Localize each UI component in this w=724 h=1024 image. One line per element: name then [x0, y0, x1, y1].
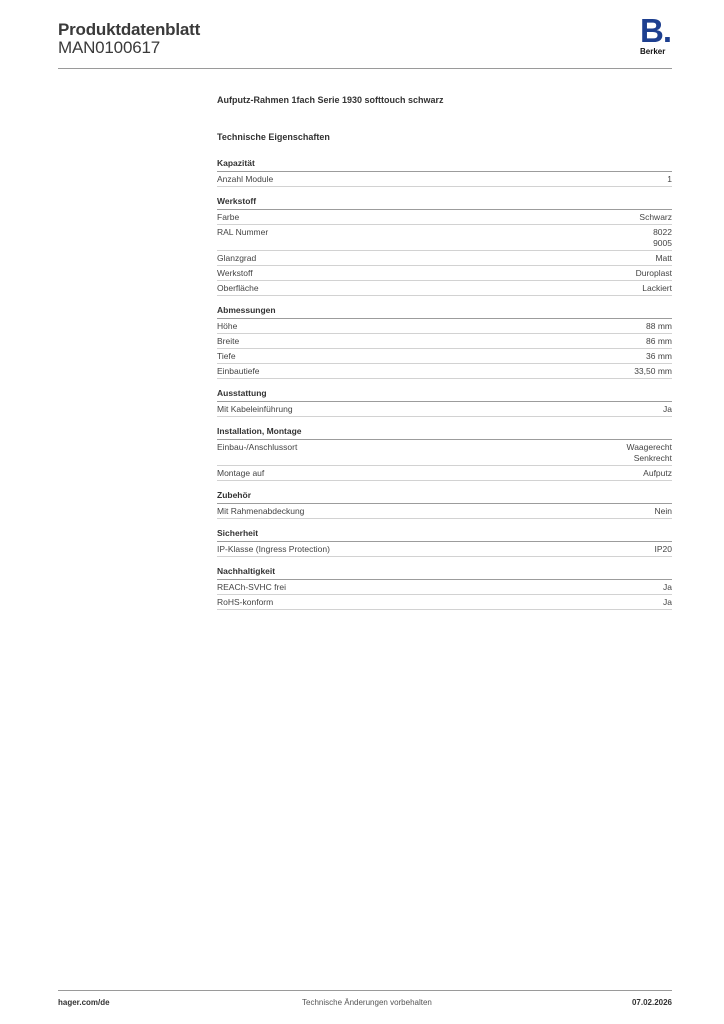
property-label: Anzahl Module	[217, 174, 274, 184]
property-row	[217, 225, 672, 251]
property-values	[643, 468, 672, 479]
property-label: Mit Kabeleinführung	[217, 404, 293, 414]
property-row	[217, 440, 672, 466]
property-value: Waagerecht	[626, 442, 672, 452]
property-label: Werkstoff	[217, 268, 253, 278]
property-label: Höhe	[217, 321, 238, 331]
footer-divider	[58, 990, 672, 991]
property-row	[217, 266, 672, 281]
property-label: RoHS-konform	[217, 597, 274, 607]
properties-sections	[217, 158, 672, 610]
property-row	[217, 504, 672, 519]
property-value: Aufputz	[643, 468, 672, 478]
property-value: Ja	[663, 404, 672, 414]
property-value: Lackiert	[642, 283, 672, 293]
property-value: Duroplast	[635, 268, 672, 278]
property-row	[217, 402, 672, 417]
property-row	[217, 319, 672, 334]
technical-properties-heading: Technische Eigenschaften	[217, 132, 330, 142]
property-label: Montage auf	[217, 468, 265, 478]
property-value: Ja	[663, 597, 672, 607]
property-values	[663, 597, 672, 608]
property-section	[217, 528, 672, 557]
property-values	[655, 253, 672, 264]
property-row	[217, 334, 672, 349]
logo-wordmark: Berker	[640, 47, 666, 56]
section-heading: Installation, Montage	[217, 426, 672, 440]
section-heading: Nachhaltigkeit	[217, 566, 672, 580]
property-label: Farbe	[217, 212, 240, 222]
property-section	[217, 426, 672, 481]
header-divider	[58, 68, 672, 69]
property-row	[217, 349, 672, 364]
section-heading: Abmessungen	[217, 305, 672, 319]
property-row	[217, 580, 672, 595]
property-value: Nein	[654, 506, 672, 516]
property-label: RAL Nummer	[217, 227, 269, 237]
property-value: IP20	[654, 544, 672, 554]
product-title: Aufputz-Rahmen 1fach Serie 1930 softtouch schwarz	[217, 95, 444, 105]
property-row	[217, 364, 672, 379]
logo-glyph: B.	[640, 12, 671, 49]
property-label: Einbau-/Anschlussort	[217, 442, 298, 452]
property-value: Ja	[663, 582, 672, 592]
footer-website: hager.com/de	[58, 998, 110, 1007]
section-heading: Werkstoff	[217, 196, 672, 210]
section-heading: Sicherheit	[217, 528, 672, 542]
property-section	[217, 158, 672, 187]
property-row	[217, 595, 672, 610]
datasheet-content	[217, 95, 672, 619]
property-section	[217, 196, 672, 296]
property-row	[217, 466, 672, 481]
property-values	[653, 227, 672, 249]
property-value: Senkrecht	[633, 453, 672, 463]
property-section	[217, 566, 672, 610]
property-value: 9005	[653, 238, 672, 248]
property-row	[217, 251, 672, 266]
document-number: MAN0100617	[58, 38, 160, 57]
section-heading: Kapazität	[217, 158, 672, 172]
property-value: 8022	[653, 227, 672, 237]
property-values	[636, 268, 672, 279]
property-value: 88 mm	[646, 321, 672, 331]
property-section	[217, 305, 672, 379]
property-value: 36 mm	[646, 351, 672, 361]
property-values	[663, 404, 672, 415]
property-label: Mit Rahmenabdeckung	[217, 506, 305, 516]
footer-date: 07.02.2026	[631, 998, 672, 1007]
property-label: IP-Klasse (Ingress Protection)	[217, 544, 330, 554]
property-values	[642, 283, 672, 294]
property-row	[217, 210, 672, 225]
property-label: Einbautiefe	[217, 366, 260, 376]
property-value: Schwarz	[639, 212, 672, 222]
property-values	[634, 366, 672, 377]
property-section	[217, 388, 672, 417]
property-values	[626, 442, 672, 464]
property-value: 33,50 mm	[634, 366, 672, 376]
property-label: Oberfläche	[217, 283, 259, 293]
property-values	[655, 544, 673, 555]
property-values	[639, 212, 672, 223]
property-label: Breite	[217, 336, 240, 346]
property-label: Glanzgrad	[217, 253, 257, 263]
property-label: REACh-SVHC frei	[217, 582, 286, 592]
property-values	[646, 321, 672, 332]
property-row	[217, 542, 672, 557]
property-row	[217, 281, 672, 296]
property-values	[663, 582, 672, 593]
section-heading: Ausstattung	[217, 388, 672, 402]
property-value: 1	[667, 174, 672, 184]
property-value: 86 mm	[646, 336, 672, 346]
property-values	[646, 351, 672, 362]
property-values	[646, 336, 672, 347]
property-section	[217, 490, 672, 519]
property-row	[217, 172, 672, 187]
property-values	[655, 506, 672, 517]
berker-logo	[640, 12, 674, 56]
footer-disclaimer: Technische Änderungen vorbehalten	[302, 998, 432, 1007]
page-title: Produktdatenblatt	[58, 20, 201, 39]
property-values	[667, 174, 672, 185]
property-value: Matt	[655, 253, 672, 263]
section-heading: Zubehör	[217, 490, 672, 504]
property-label: Tiefe	[217, 351, 236, 361]
